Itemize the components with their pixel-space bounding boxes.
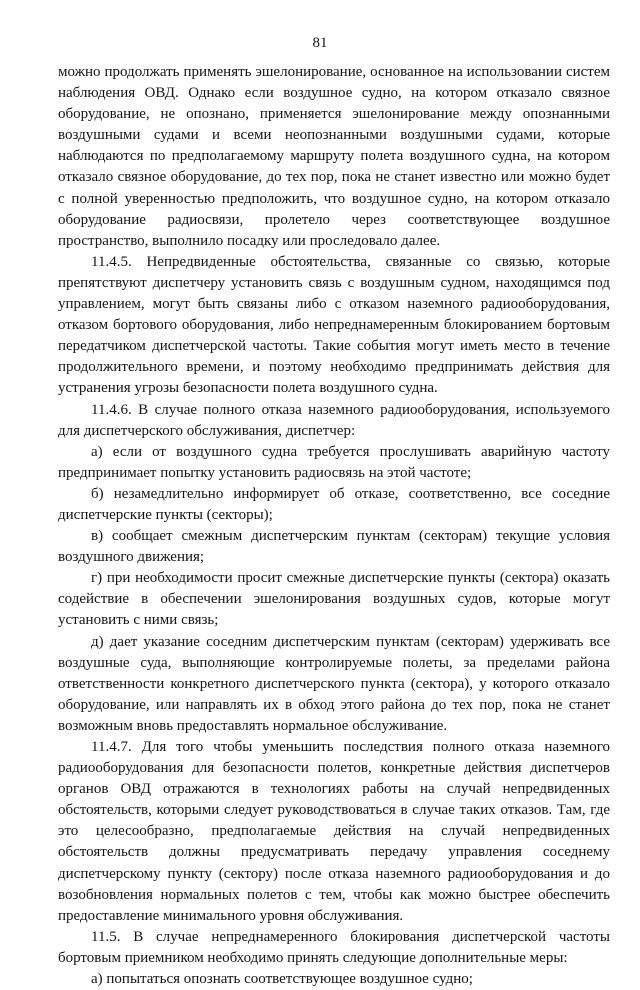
paragraph-11-4-7: 11.4.7. Для того чтобы уменьшить последствия полного отказа наземного радиооборудования для безопасности полетов, конкретные действия диспетчеров органов ОВД отражаются в технологиях работы на случай непредвиденных обстоятельств, которыми следует руководствоваться в случае таких отказов. Там, где это целесообразно, предполагаемые действия на случай непредвиденных обстоятельств должны предусматривать передачу управления соседнему диспетчерскому пункту (сектору) после отказа наземного радиооборудования и до возобновления нормальных полетов с тем, чтобы как можно быстрее обеспечить предоставление минимального уровня обслуживания. xyxy=(58,739,610,924)
list-item-g: г) при необходимости просит смежные диспетчерские пункты (сектора) оказать содействие в обеспечении эшелонирования воздушных судов, которые могут установить с ними связь; xyxy=(58,570,610,629)
list-item-a: а) если от воздушного судна требуется прослушивать аварийную частоту предпринимает попытку установить радиосвязь на этой частоте; xyxy=(58,443,610,481)
paragraph-11-4-5: 11.4.5. Непредвиденные обстоятельства, связанные со связью, которые препятствуют диспетчеру установить связь с воздушным судном, находящимся под управлением, могут быть связаны либо с отказом наземного радиооборудования, отказом бортового оборудования, либо непреднамеренным блокированием бортовым передатчиком диспетчерской частоты. Такие события могут иметь место в течение продолжительного времени, и поэтому необходимо предпринимать действия для устранения угрозы безопасности полета воздушного судна. xyxy=(58,253,610,397)
list-item-a-11-5: а) попытаться опознать соответствующее воздушное судно; xyxy=(91,971,473,988)
list-item-d: д) дает указание соседним диспетчерским пунктам (секторам) удерживать все воздушные суда, выполняющие контролируемые полеты, за пределами района ответственности конкретного диспетчерского пункта (сектора), у которого отказало оборудование, или направлять их в обход этого района до тех пор, пока не станет возможным вновь предоставлять нормальное обслуживание. xyxy=(58,633,610,734)
list-item-b: б) незамедлительно информирует об отказе, соответственно, все соседние диспетчерские пункты (секторы); xyxy=(58,485,610,523)
list-item-v: в) сообщает смежным диспетчерским пунктам (секторам) текущие условия воздушного движения; xyxy=(58,528,610,566)
paragraph-11-5: 11.5. В случае непреднамеренного блокирования диспетчерской частоты бортовым приемником необходимо принять следующие дополнительные меры: xyxy=(58,928,610,966)
page-number: 81 xyxy=(312,35,328,51)
paragraph-11-4-6: 11.4.6. В случае полного отказа наземного радиооборудования, используемого для диспетчерского обслуживания, диспетчер: xyxy=(58,401,610,439)
document-body xyxy=(58,62,610,990)
paragraph-continuation: можно продолжать применять эшелонирование, основанное на использовании систем наблюдения ОВД. Однако если воздушное судно, на котором отказало связное оборудование, не опознано, применяется эшелонирование между опознанными воздушными судами и всеми неопознанными воздушными судами, которые наблюдаются по предполагаемому маршруту полета воздушного судна, на котором отказало связное оборудование, до тех пор, пока не станет известно или можно будет с полной уверенностью предположить, что воздушное судно, на котором отказало оборудование радиосвязи, пролетело через соответствующее воздушное пространство, выполнило посадку или проследовало далее. xyxy=(58,64,610,249)
